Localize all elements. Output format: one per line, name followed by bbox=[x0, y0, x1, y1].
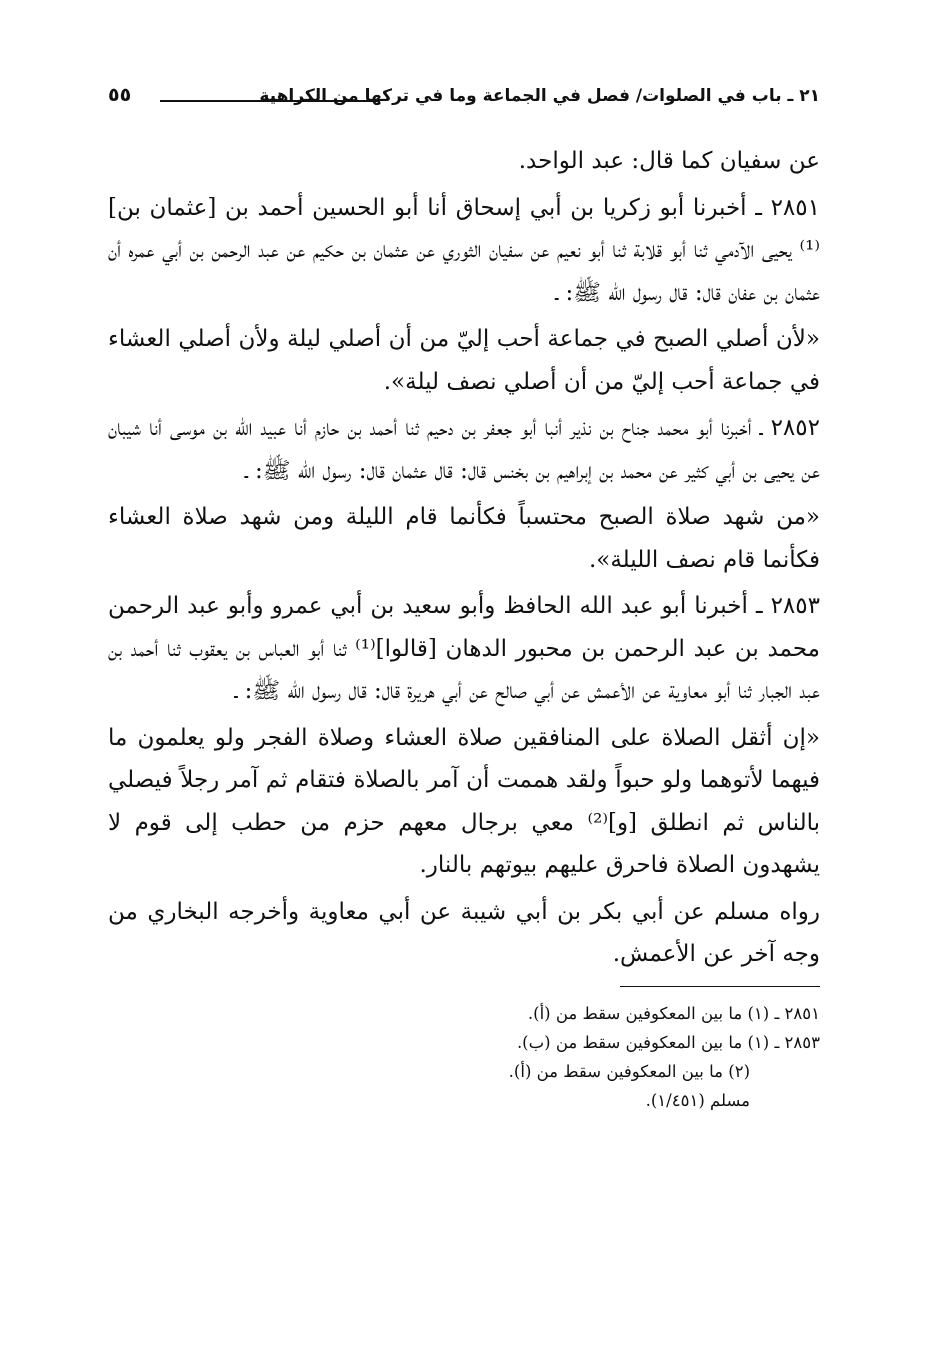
hadith-2851-matn: «لأن أصلي الصبح في جماعة أحب إليّ من أن أصلي ليلة ولأن أصلي العشاء في جماعة أحب إليّ من أن أصلي نصف ليلة». bbox=[108, 326, 820, 395]
main-text bbox=[108, 140, 820, 976]
footnote-2853-2: (٢) ما بين المعكوفين سقط من (أ). bbox=[508, 1061, 750, 1081]
footnotes bbox=[108, 999, 820, 1115]
header-rule bbox=[160, 100, 380, 102]
paragraph-continuation: عن سفيان كما قال: عبد الواحد. bbox=[518, 148, 820, 174]
hadith-2852-isnad: ٢٨٥٢ ـ أخبرنا أبو محمد جناح بن نذير أنبا أبو جعفر بن دحيم ثنا أحمد بن حازم أنا عبيد الله بن موسى أنا شيبان عن يحيى بن أبي كثير عن محمد بن إبراهيم بن بخنس قال: قال عثمان قال: رسول الله ﷺ: ـ bbox=[108, 415, 820, 484]
footnote-2851-1: ٢٨٥١ ـ (١) ما بين المعكوفين سقط من (أ). bbox=[527, 1003, 820, 1023]
chapter-title: ٢١ ـ باب في الصلوات/ فصل في الجماعة وما في تركها من الكراهية bbox=[259, 86, 820, 106]
hadith-2852-matn: «من شهد صلاة الصبح محتسباً فكأنما قام الليلة ومن شهد صلاة العشاء فكأنما قام نصف الليلة». bbox=[108, 504, 820, 573]
hadith-2853-isnad: ٢٨٥٣ ـ أخبرنا أبو عبد الله الحافظ وأبو سعيد بن أبي عمرو وأبو عبد الرحمن محمد بن عبد الرحمن بن محبور الدهان [قالوا]⁽¹⁾ ثنا أبو العباس بن يعقوب ثنا أحمد بن عبد الجبار ثنا أبو معاوية عن الأعمش عن أبي صالح عن أبي هريرة قال: قال رسول الله ﷺ: ـ bbox=[108, 593, 820, 704]
hadith-2851-isnad: ٢٨٥١ ـ أخبرنا أبو زكريا بن أبي إسحاق أنا أبو الحسين أحمد بن [عثمان بن]⁽¹⁾ يحيى الآدمي ثنا أبو قلابة ثنا أبو نعيم عن سفيان الثوري عن عثمان بن حكيم عن عبد الرحمن بن أبي عمره أن عثمان بن عفان قال: قال رسول الله ﷺ: ـ bbox=[108, 194, 820, 306]
book-page bbox=[108, 80, 820, 1115]
page-number: ٥٥ bbox=[108, 84, 132, 106]
takhrij-note: رواه مسلم عن أبي بكر بن أبي شيبة عن أبي معاوية وأخرجه البخاري من وجه آخر عن الأعمش. bbox=[108, 898, 820, 967]
footnote-muslim-ref: مسلم (١/٤٥١). bbox=[645, 1090, 750, 1110]
hadith-2853-matn: «إن أثقل الصلاة على المنافقين صلاة العشاء وصلاة الفجر ولو يعلمون ما فيهما لأتوهما ولو حبواً ولقد هممت أن آمر بالصلاة فتقام ثم آمر رجلاً فيصلي بالناس ثم انطلق [و]⁽²⁾ معي برجال معهم حزم من حطب إلى قوم لا يشهدون الصلاة فاحرق عليهم بيوتهم بالنار. bbox=[108, 724, 820, 878]
footnote-2853-1: ٢٨٥٣ ـ (١) ما بين المعكوفين سقط من (ب). bbox=[516, 1032, 820, 1052]
running-header bbox=[108, 80, 820, 120]
footnote-rule bbox=[620, 986, 820, 987]
